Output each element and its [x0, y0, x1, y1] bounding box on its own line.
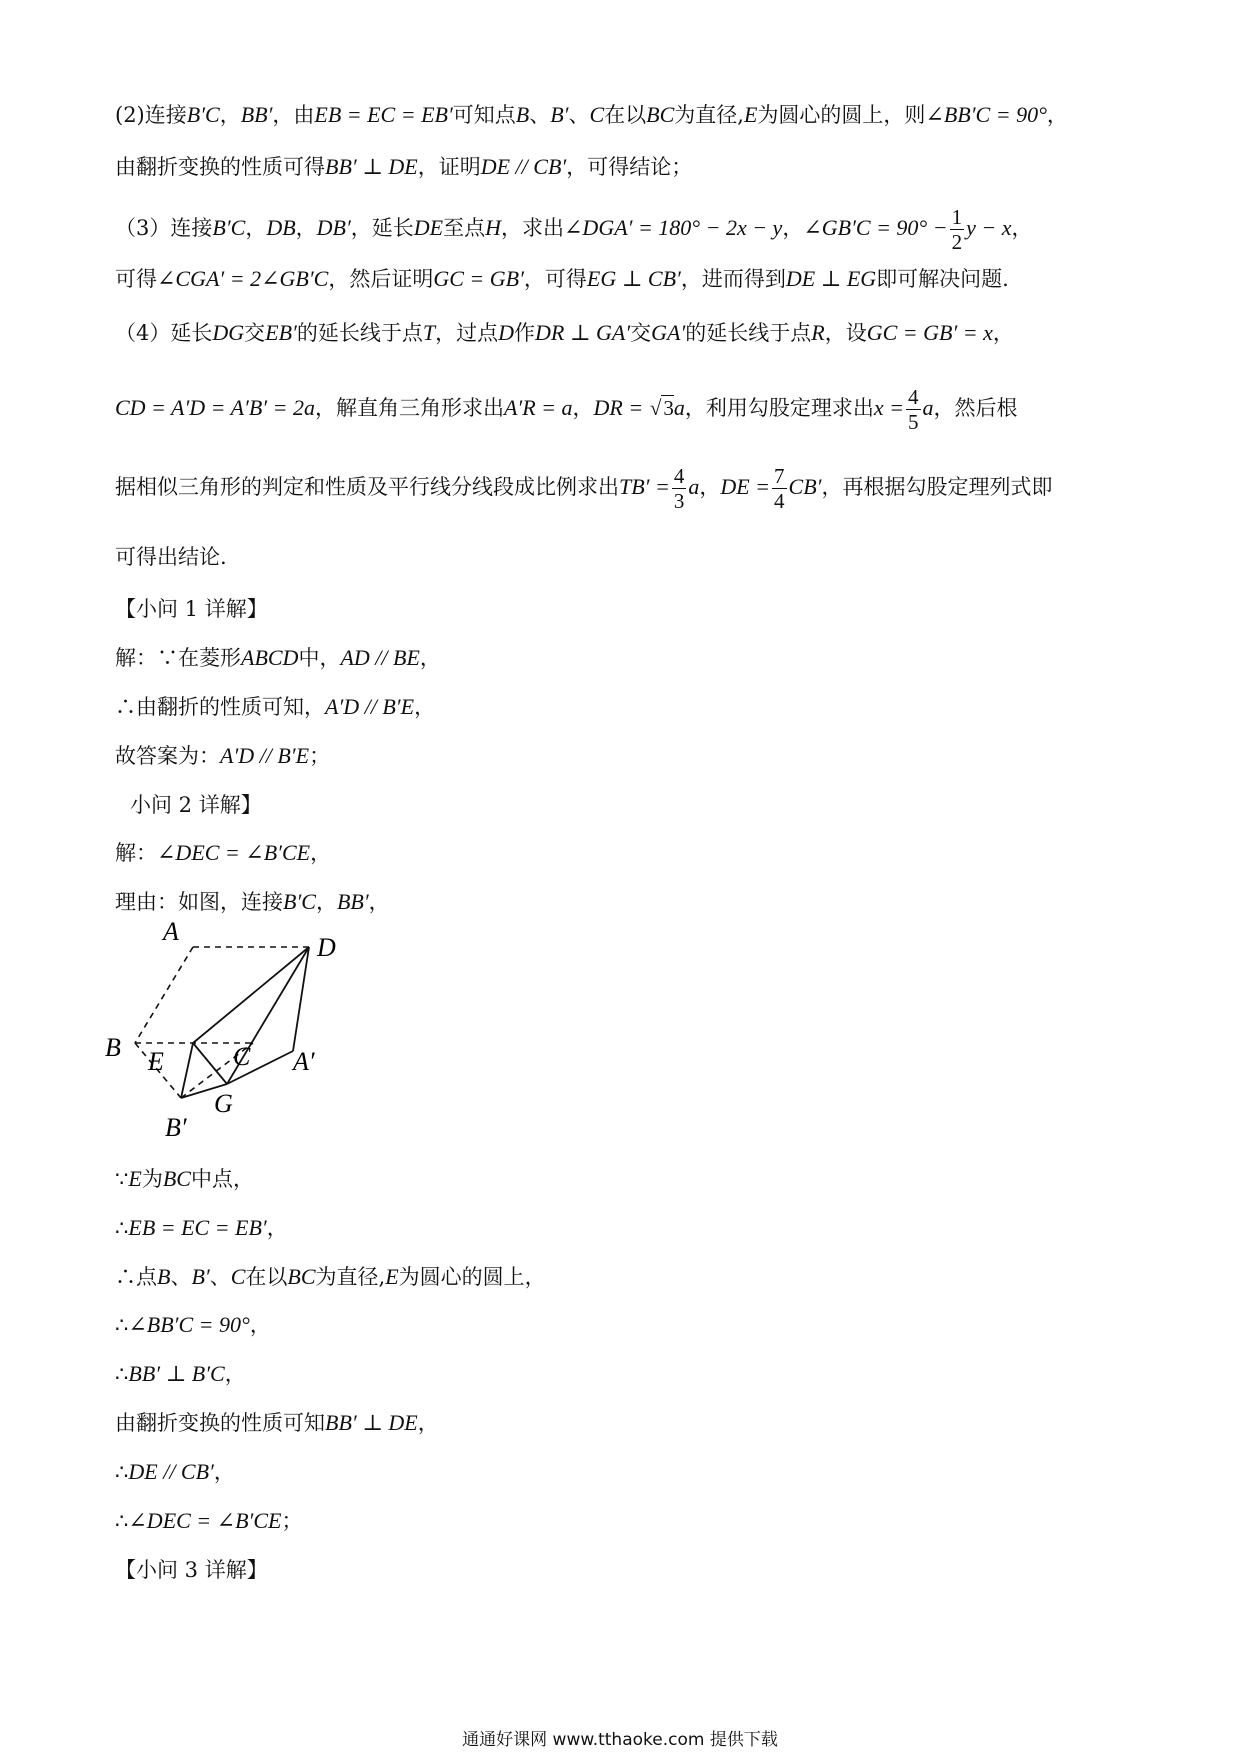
edge-AB: [135, 947, 193, 1043]
q2-proof-line7: ∴DE // CB′，: [115, 1459, 235, 1484]
edge-EG: [193, 1043, 227, 1084]
label-A: A: [163, 918, 179, 946]
analysis-part4-line2: CD = A′D = A′B′ = 2a，解直角三角形求出A′R = a，DR = √3a，利用勾股定理求出x = $\frac{4}{5}$ a，然后根: [115, 385, 1018, 434]
analysis-part3-line2: 可得∠CGA′ = 2∠GB′C，然后证明GC = GB′，可得EG ⊥ CB′，进而得到DE ⊥ EG即可解决问题.: [115, 266, 1009, 291]
q2-proof-line1: ∵E为BC中点，: [115, 1166, 254, 1191]
q1-solution-line2: ∴由翻折的性质可知，A′D // B′E，: [115, 694, 436, 719]
label-B: B: [105, 1033, 121, 1062]
q2-solution-line1: 解：∠DEC = ∠B′CE，: [115, 840, 332, 865]
page-footer: 通通好课网 www.tthaoke.com 提供下载: [462, 1730, 778, 1750]
geometry-figure: [105, 918, 365, 1148]
edge-DE: [193, 947, 309, 1043]
fraction-one-half: $\frac{1}{2}$: [951, 205, 963, 254]
analysis-part3-line1: （3）连接B′C，DB，DB′，延长DE至点H，求出∠DGA′ = 180° − 2x − y，∠GB′C = 90° − $\frac{1}{2}$ y − x，: [115, 205, 1033, 254]
section-heading-q3: 【小问 3 详解】: [115, 1558, 268, 1582]
q2-proof-line5: ∴BB′ ⊥ B′C，: [115, 1361, 246, 1386]
label-D: D: [317, 933, 336, 962]
q2-proof-line2: ∴EB = EC = EB′，: [115, 1215, 288, 1240]
q2-proof-line6: 由翻折变换的性质可知BB′ ⊥ DE，: [115, 1410, 439, 1435]
label-C: C: [233, 1042, 251, 1071]
analysis-part2-line1: (2)连接B′C，BB′，由EB = EC = EB′可知点B、B′、C在以BC为直径,E为圆心的圆上，则∠BB′C = 90°，: [115, 102, 1068, 127]
fraction-seven-fourths: $\frac{7}{4}$: [774, 464, 785, 513]
analysis-part4-line1: （4）延长DG交EB′的延长线于点T，过点D作DR ⊥ GA′交GA′的延长线于点R，设GC = GB′ = x，: [115, 320, 1014, 345]
analysis-part2-line2: 由翻折变换的性质可得BB′ ⊥ DE，证明DE // CB′，可得结论；: [115, 154, 693, 179]
label-G: G: [214, 1089, 233, 1118]
section-heading-q2: 小问 2 详解】: [130, 793, 262, 817]
analysis-part4-line4: 可得出结论.: [115, 545, 227, 569]
q1-solution-line1: 解：∵在菱形ABCD中，AD // BE，: [115, 645, 441, 670]
q2-proof-line8: ∴∠DEC = ∠B′CE；: [115, 1508, 303, 1533]
label-E: E: [148, 1047, 164, 1076]
q2-proof-line4: ∴∠BB′C = 90°，: [115, 1312, 271, 1337]
q2-reason-line: 理由：如图，连接B′C，BB′，: [115, 889, 390, 914]
fraction-four-fifths: $\frac{4}{5}$: [908, 385, 919, 434]
q1-answer: 故答案为：A′D // B′E；: [115, 743, 331, 768]
edge-DA2: [293, 947, 309, 1051]
section-heading-q1: 【小问 1 详解】: [115, 597, 268, 621]
sqrt-three: √3: [649, 396, 674, 420]
label-B-prime: B′: [165, 1113, 187, 1142]
q2-proof-line3: ∴点B、B′、C在以BC为直径,E为圆心的圆上，: [115, 1264, 546, 1289]
label-A-prime: A′: [293, 1047, 315, 1076]
fraction-four-thirds: $\frac{4}{3}$: [673, 464, 685, 513]
analysis-part4-line3: 据相似三角形的判定和性质及平行线分线段成比例求出TB′ = $\frac{4}{3}$ a，DE = $\frac{7}{4}$ CB′，再根据勾股定理列式即: [115, 464, 1053, 513]
